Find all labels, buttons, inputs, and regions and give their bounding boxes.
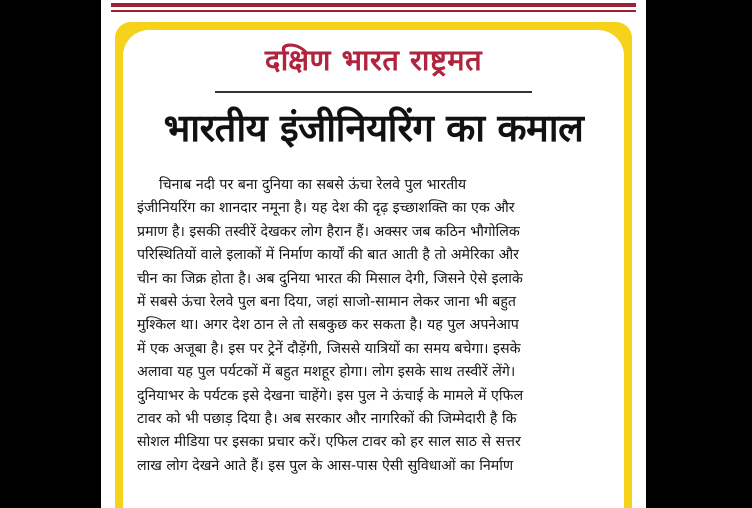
article-line: सोशल मीडिया पर इसका प्रचार करें। एफिल टावर को हर साल साठ से सत्तर — [137, 434, 521, 451]
top-rule-thick — [111, 3, 636, 7]
article-body — [137, 174, 612, 478]
article-line: टावर को भी पछाड़ दिया है। अब सरकार और नागरिकों की जिम्मेदारी है कि — [137, 411, 517, 428]
article-line: में सबसे ऊंचा रेलवे पुल बना दिया, जहां साजो-सामान लेकर जाना भी बहुत — [137, 294, 517, 311]
article-line: में एक अजूबा है। इस पर ट्रेनें दौड़ेंगी, जिससे यात्रियों का समय बचेगा। इसके — [137, 340, 521, 357]
editorial-panel — [123, 30, 624, 508]
article-line: चीन का जिक्र होता है। अब दुनिया भारत की मिसाल देगी, जिसने ऐसे इलाके — [137, 270, 523, 287]
article-line: प्रमाण है। इसकी तस्वीरें देखकर लोग हैरान हैं। अक्सर जब कठिन भौगोलिक — [137, 223, 520, 240]
article-line: मुश्किल था। अगर देश ठान ले तो सबकुछ कर सकता है। यह पुल अपनेआप — [137, 317, 519, 334]
headline: भारतीय इंजीनियरिंग का कमाल — [163, 106, 584, 150]
article-line: इंजीनियरिंग का शानदार नमूना है। यह देश की दृढ़ इच्छाशक्ति का एक और — [137, 200, 515, 217]
article-line: लाख लोग देखने आते हैं। इस पुल के आस-पास ऐसी सुविधाओं का निर्माण — [137, 457, 514, 474]
top-rule-thin — [111, 10, 636, 12]
article-line: दुनियाभर के पर्यटक इसे देखना चाहेंगे। इस पुल ने ऊंचाई के मामले में एफिल — [137, 387, 524, 404]
article-line: चिनाब नदी पर बना दुनिया का सबसे ऊंचा रेलवे पुल भारतीय — [159, 177, 467, 193]
article-line: परिस्थितियों वाले इलाकों में निर्माण कार्यों की बात आती है तो अमेरिका और — [137, 247, 519, 264]
masthead: दक्षिण भारत राष्ट्रमत — [264, 43, 483, 77]
masthead-divider — [215, 91, 532, 93]
newspaper-clipping — [101, 0, 646, 508]
article-line: अलावा यह पुल पर्यटकों में बहुत मशहूर होगा। लोग इसके साथ तस्वीरें लेंगे। — [137, 364, 516, 381]
